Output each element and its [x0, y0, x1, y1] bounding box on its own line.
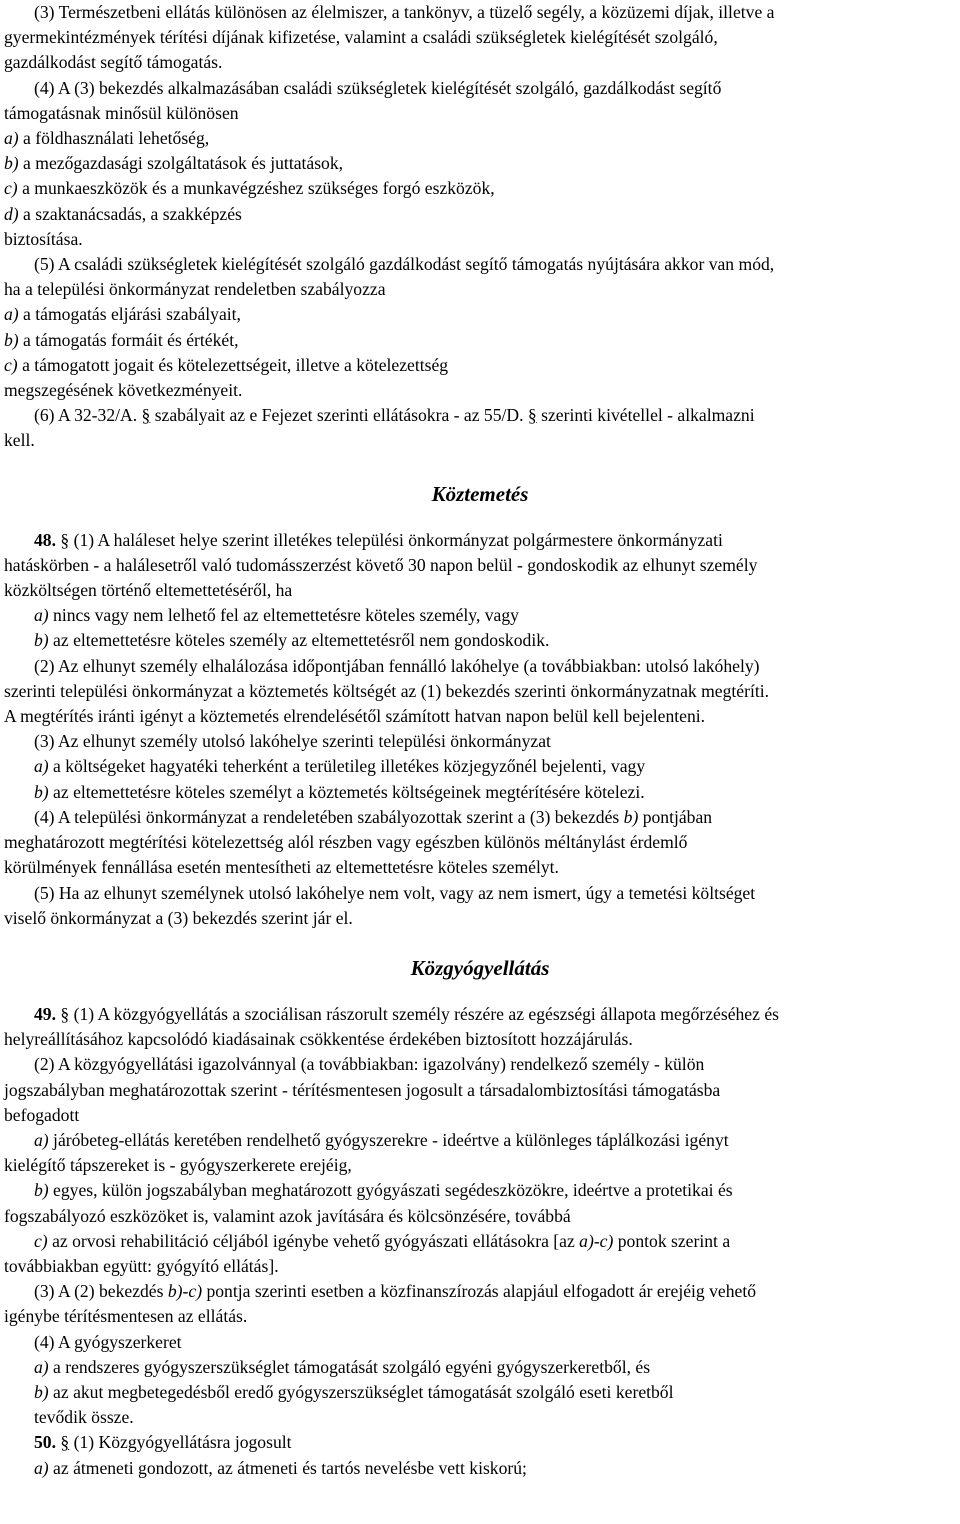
point-reference: a)-c) — [579, 1230, 614, 1251]
spacer — [4, 931, 956, 955]
list-marker: a) — [34, 756, 49, 777]
text-line: helyreállításához kapcsolódó kiadásainak csökkentése érdekében biztosított hozzájárulás. — [4, 1029, 633, 1050]
text-line: tevődik össze. — [34, 1407, 134, 1428]
list-item — [4, 1178, 956, 1203]
list-item-text: az akut megbetegedésből eredő gyógyszerszükséglet támogatását szolgáló eseti keretből — [48, 1381, 674, 1402]
list-marker: c) — [34, 1230, 48, 1251]
list-item-text: a költségeket hagyatéki teherként a területileg illetékes közjegyzőnél bejelenti, vagy — [48, 756, 646, 777]
list-marker: a) — [4, 128, 19, 149]
text-line: (5) Ha az elhunyt személynek utolsó lakóhelye nem volt, vagy az nem ismert, úgy a temetési költséget — [34, 882, 756, 903]
list-item — [4, 302, 956, 327]
text-line — [4, 1002, 956, 1027]
section-link[interactable]: § — [60, 1003, 70, 1024]
section-number: 48. — [34, 529, 56, 550]
text-line: körülmények fennállása esetén mentesítheti az eltemettetésre köteles személyt. — [4, 857, 559, 878]
point-reference: b)-c) — [167, 1281, 203, 1302]
text-line: (2) A közgyógyellátási igazolvánnyal (a továbbiakban: igazolvány) rendelkező személy - külön — [34, 1054, 705, 1075]
text-line: szerinti települési önkormányzat a köztemetés költségét az (1) bekezdés szerinti önkormányzatnak megtéríti. — [4, 680, 770, 701]
spacer — [4, 981, 956, 1002]
section-number: 49. — [34, 1003, 56, 1024]
list-marker: b) — [4, 153, 19, 174]
text-line: kell. — [4, 430, 35, 451]
text-line: befogadott — [4, 1104, 80, 1125]
section-48 — [4, 528, 956, 931]
paragraph-6 — [4, 403, 956, 453]
text-line: viselő önkormányzat a (3) bekezdés szerint jár el. — [4, 907, 353, 928]
text-line: biztosítása. — [4, 228, 83, 249]
text-line: megszegésének következményeit. — [4, 380, 243, 401]
list-item-text: nincs vagy nem lelhető fel az eltemettetésre köteles személy, vagy — [48, 605, 519, 626]
text-line: támogatásnak minősül különösen — [4, 102, 239, 123]
section-link[interactable]: § — [60, 529, 70, 550]
text-run: (1) A haláleset helye szerint illetékes települési önkormányzat polgármestere önkormányzati — [69, 529, 723, 550]
text-line — [4, 805, 956, 830]
list-item — [4, 151, 956, 176]
list-item-text: a munkaeszközök és a munkavégzéshez szükséges forgó eszközök, — [17, 178, 495, 199]
text-line — [4, 1279, 956, 1304]
text-line: A megtérítés iránti igényt a köztemetés elrendelésétől számított hatvan napon belül kell bejelenteni. — [4, 706, 706, 727]
list-marker: a) — [34, 605, 49, 626]
list-item — [4, 628, 956, 653]
text-line — [4, 403, 956, 428]
list-item — [4, 1128, 956, 1153]
section-heading-kozgyogyellatas: Közgyógyellátás — [410, 955, 550, 980]
list-item-text: a földhasználati lehetőség, — [18, 128, 210, 149]
list-item — [4, 353, 956, 378]
paragraph-3 — [4, 0, 956, 76]
text-line: (5) A családi szükségletek kielégítését szolgáló gazdálkodást segítő támogatás nyújtására akkor van mód, — [34, 254, 775, 275]
section-link[interactable]: § — [527, 405, 537, 426]
text-line: meghatározott megtérítési kötelezettség alól részben vagy egészben különös méltánylást érdemlő — [4, 832, 688, 853]
section-49 — [4, 1002, 956, 1430]
text-line: (4) A (3) bekezdés alkalmazásában családi szükségletek kielégítését szolgáló, gazdálkodást segítő — [34, 77, 722, 98]
list-item-text: a mezőgazdasági szolgáltatások és juttatások, — [18, 153, 344, 174]
text-run: szabályait az e Fejezet szerinti ellátásokra - az 55/D. — [150, 405, 528, 426]
list-item-text: a támogatott jogait és kötelezettségeit, illetve a kötelezettség — [17, 354, 449, 375]
text-line: (3) Az elhunyt személy utolsó lakóhelye szerinti települési önkormányzat — [34, 731, 551, 752]
list-marker: d) — [4, 203, 19, 224]
list-item-text: a szaktanácsadás, a szakképzés — [18, 203, 242, 224]
text-run: (4) A települési önkormányzat a rendeletében szabályozottak szerint a (3) bekezdés — [34, 806, 624, 827]
text-line: jogszabályban meghatározottak szerint - térítésmentesen jogosult a társadalombiztosítási támogatásba — [4, 1079, 721, 1100]
list-item — [4, 780, 956, 805]
list-item-text: a támogatás eljárási szabályait, — [18, 304, 241, 325]
text-line: gyermekintézmények térítési díjának kifizetése, valamint a családi szükségletek kielégítését szolgáló, — [4, 27, 718, 48]
text-run: (1) A közgyógyellátás a szociálisan rászorult személy részére az egészségi állapota megőrzéséhez és — [69, 1003, 779, 1024]
list-item — [4, 754, 956, 779]
list-item-text: a támogatás formáit és értékét, — [18, 329, 239, 350]
text-line: kielégítő tápszereket is - gyógyszerkerete erejéig, — [4, 1155, 352, 1176]
list-item — [4, 176, 956, 201]
paragraph-5 — [4, 252, 956, 403]
list-item-text: az átmeneti gondozott, az átmeneti és tartós nevelésbe vett kiskorú; — [48, 1457, 527, 1478]
list-marker: a) — [34, 1356, 49, 1377]
list-marker: c) — [4, 178, 18, 199]
list-marker: a) — [34, 1457, 49, 1478]
text-run: (6) A 32-32/A. — [34, 405, 142, 426]
section-heading-koztemetes: Köztemetés — [431, 481, 529, 506]
text-run: (1) Közgyógyellátásra jogosult — [69, 1432, 292, 1453]
section-number: 50. — [34, 1432, 56, 1453]
text-run: szerinti kivétellel - alkalmazni — [536, 405, 755, 426]
list-marker: c) — [4, 354, 18, 375]
list-item-text: az eltemettetésre köteles személy az eltemettetésről nem gondoskodik. — [48, 630, 550, 651]
list-item — [4, 126, 956, 151]
text-line — [4, 528, 956, 553]
list-marker: b) — [34, 630, 49, 651]
text-run: pontja szerinti esetben a közfinanszírozás alapjául elfogadott ár erejéig vehető — [202, 1281, 757, 1302]
text-line: fogszabályozó eszközöket is, valamint azok javítására és kölcsönzésére, továbbá — [4, 1205, 571, 1226]
section-link[interactable]: § — [60, 1432, 70, 1453]
text-line: (4) A gyógyszerkeret — [34, 1331, 182, 1352]
text-line: (3) Természetbeni ellátás különösen az élelmiszer, a tankönyv, a tüzelő segély, a közüzemi díjak, illetve a — [34, 2, 775, 22]
spacer — [4, 507, 956, 528]
section-link[interactable]: § — [141, 405, 151, 426]
text-run: pontjában — [638, 806, 713, 827]
point-reference: b) — [623, 806, 639, 827]
list-item-text: járóbeteg-ellátás keretében rendelhető gyógyszerekre - ideértve a különleges táplálkozási igényt — [48, 1129, 729, 1150]
list-marker: b) — [34, 781, 49, 802]
text-line: továbbiakban együtt: gyógyító ellátás]. — [4, 1255, 279, 1276]
list-item — [4, 202, 956, 227]
list-item-text: egyes, külön jogszabályban meghatározott gyógyászati segédeszközökre, ideértve a protetikai és — [48, 1180, 733, 1201]
list-marker: a) — [4, 304, 19, 325]
text-line: igénybe térítésmentesen az ellátás. — [4, 1306, 248, 1327]
list-item — [4, 328, 956, 353]
section-50 — [4, 1430, 956, 1480]
list-item-text: az eltemettetésre köteles személyt a köztemetés költségeinek megtérítésére kötelezi. — [48, 781, 645, 802]
list-item-text: az orvosi rehabilitáció céljából igénybe vehető gyógyászati ellátásokra [az — [47, 1230, 580, 1251]
text-line: (2) Az elhunyt személy elhalálozása időpontjában fennálló lakóhelye (a továbbiakban: utolsó lakóhely) — [34, 655, 760, 676]
list-marker: b) — [34, 1381, 49, 1402]
paragraph-4 — [4, 76, 956, 252]
list-item — [4, 1229, 956, 1254]
list-marker: b) — [4, 329, 19, 350]
list-item — [4, 1355, 956, 1380]
text-line: ha a települési önkormányzat rendeletben szabályozza — [4, 279, 386, 300]
text-run: pontok szerint a — [613, 1230, 731, 1251]
text-line — [4, 1430, 956, 1455]
list-item — [4, 603, 956, 628]
list-item — [4, 1456, 956, 1481]
list-item — [4, 1380, 956, 1405]
text-run: (3) A (2) bekezdés — [34, 1281, 168, 1302]
text-line: gazdálkodást segítő támogatás. — [4, 52, 223, 73]
text-line: közköltségen történő eltemettetéséről, ha — [4, 580, 293, 601]
list-item-text: a rendszeres gyógyszerszükséglet támogatását szolgáló egyéni gyógyszerkeretből, és — [48, 1356, 651, 1377]
spacer — [4, 454, 956, 481]
list-marker: a) — [34, 1129, 49, 1150]
list-marker: b) — [34, 1180, 49, 1201]
text-line: hatáskörben - a halálesetről való tudomásszerzést követő 30 napon belül - gondoskodik az elhunyt személy — [4, 554, 758, 575]
